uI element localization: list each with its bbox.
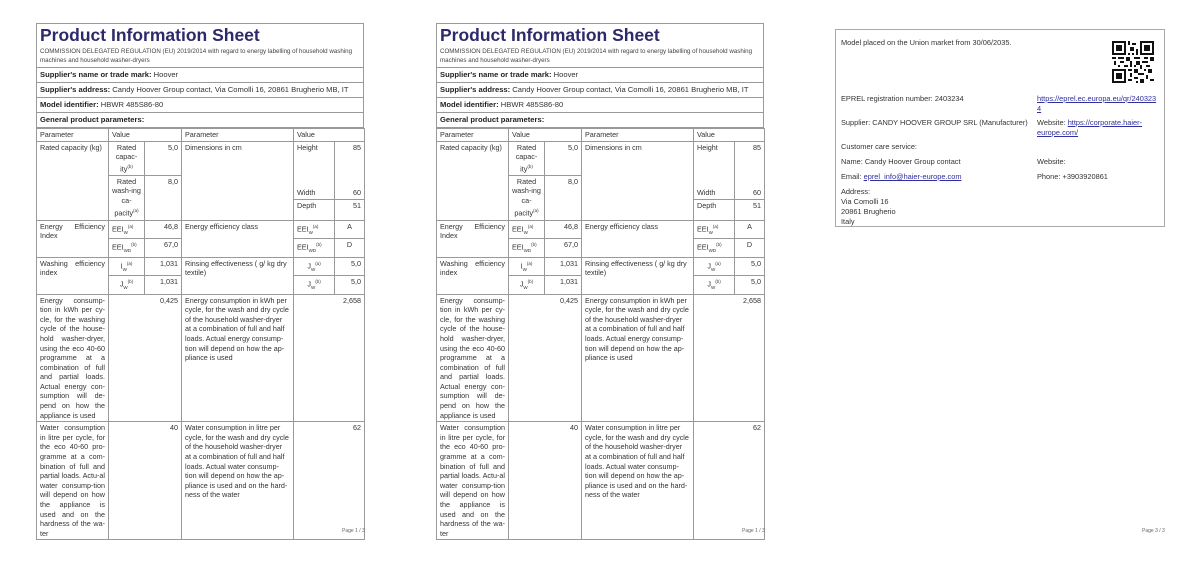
qr-code-icon: [1112, 41, 1154, 83]
depth-value: 51: [735, 199, 765, 220]
class-w-symbol: $EEI_W^{(a)}$: [694, 220, 735, 238]
table-row: [37, 220, 365, 238]
rated-washing-capacity-value: 8,0: [145, 175, 182, 220]
eprel-row: [841, 94, 964, 104]
table-row: [37, 257, 365, 275]
jw-value: 1,031: [145, 276, 182, 294]
supplier-address-label: Supplier's address:: [40, 85, 111, 94]
supplier-row: [841, 118, 1028, 128]
value-header: Value: [509, 129, 582, 142]
table-row: [37, 422, 365, 540]
supplier-name-label: Supplier's name or trade mark:: [440, 70, 552, 79]
depth-label: Depth: [294, 199, 335, 220]
supplier-address-row: [37, 82, 363, 97]
rated-capacity-value: 5,0: [545, 141, 582, 175]
width-value: 60: [335, 175, 365, 199]
eprel-label: EPREL registration number:: [841, 94, 933, 103]
eprel-number: 2403234: [934, 94, 964, 103]
rinsing-label: Rinsing effectiveness ( g/ kg dry textile): [582, 257, 694, 294]
care-name-label: Name:: [841, 157, 863, 166]
washing-index-label: Washing efficiency index: [37, 257, 109, 294]
energy-class-label: Energy efficiency class: [582, 220, 694, 257]
market-placement-text: Model placed on the Union market from 30/06/2035.: [841, 38, 1012, 47]
email-row: [841, 172, 962, 182]
website-row: [1037, 118, 1161, 138]
iw-value: 1,031: [145, 257, 182, 275]
iw-value: 1,031: [545, 257, 582, 275]
supplier-label: Supplier:: [841, 118, 871, 127]
energy-wash-label: Energy consump-tion in kWh per cy-cle, for the washing cycle of the house-hold washer-dryer, using the eco 40-60 programme at a combination of full and partial loads. Actual energy con-sumption will de-pend on how the appliance is used: [37, 294, 109, 422]
table-row: [437, 220, 765, 238]
supplier-name-row: [37, 67, 363, 82]
table-row: [437, 294, 765, 422]
general-params-row: [37, 112, 363, 127]
rated-washing-capacity-label: Rated wash-ing ca-pacity$^{(a)}$: [509, 175, 545, 220]
jw-symbol: $J_W^{(a)}$: [694, 257, 735, 275]
supplier-name: Hoover: [553, 70, 579, 79]
customer-care-label: Customer care service:: [841, 142, 917, 151]
height-value: 85: [335, 141, 365, 175]
rated-capacity-label: Rated capacity (kg): [437, 141, 509, 220]
dimensions-label: Dimensions in cm: [182, 141, 294, 220]
water-wash-value: 40: [109, 422, 182, 540]
page-number: Page 3 / 3: [1142, 528, 1165, 534]
jwd-symbol: $J_W^{(b)}$: [694, 276, 735, 294]
info-sheet-page-2: [436, 23, 764, 540]
phone-value: +3903920861: [1062, 172, 1108, 181]
eei-wd-symbol: $EEI_{WD}^{(b)}$: [509, 239, 545, 257]
address-line: Via Comolli 16: [841, 197, 889, 206]
jw-symbol: $J_W^{(b)}$: [509, 276, 545, 294]
page-number: Page 1 / 3: [342, 528, 365, 534]
supplier-address-label: Supplier's address:: [440, 85, 511, 94]
height-value: 85: [735, 141, 765, 175]
model-label: Model identifier:: [440, 100, 499, 109]
eei-wd-value: 67,0: [145, 239, 182, 257]
depth-label: Depth: [694, 199, 735, 220]
washing-index-label: Washing efficiency index: [437, 257, 509, 294]
table-row: [37, 294, 365, 422]
water-dry-label: Water consumption in litre per cycle, for the wash and dry cycle of the household washer-dryer at a combination of full and half loads. Actual water consump-tion will depend on how the ap-pliance is used and on the hard-ness of the water: [182, 422, 294, 540]
info-sheet-page-1: [36, 23, 364, 540]
energy-wash-value: 0,425: [109, 294, 182, 422]
address-line: Italy: [841, 217, 855, 226]
width-value: 60: [735, 175, 765, 199]
general-params-label: General product parameters:: [40, 115, 145, 124]
parameters-table: [436, 128, 765, 540]
eei-wd-symbol: $EEI_{WD}^{(b)}$: [109, 239, 145, 257]
energy-dry-label: Energy consumption in kWh per cycle, for the wash and dry cycle of the household washer-dryer at a combination of full and half loads. Actual energy consump-tion will depend on how the ap-pliance is used: [582, 294, 694, 422]
energy-wash-value: 0,425: [509, 294, 582, 422]
energy-dry-label: Energy consumption in kWh per cycle, for the wash and dry cycle of the household washer-dryer at a combination of full and half loads. Actual energy consump-tion will depend on how the ap-pliance is used: [182, 294, 294, 422]
parameter-header: Parameter: [437, 129, 509, 142]
rinse-w-value: 5,0: [735, 257, 765, 275]
class-wd-symbol: $EEI_{WD}^{(b)}$: [294, 239, 335, 257]
table-row: [37, 141, 365, 175]
rinse-wd-value: 5,0: [735, 276, 765, 294]
jw-value: 1,031: [545, 276, 582, 294]
class-w-symbol: $EEI_W^{(a)}$: [294, 220, 335, 238]
energy-class-label: Energy efficiency class: [182, 220, 294, 257]
eei-w-value: 46,8: [145, 220, 182, 238]
jwd-symbol: $J_W^{(b)}$: [294, 276, 335, 294]
width-label: Width: [694, 175, 735, 199]
supplier-address-row: [437, 82, 763, 97]
supplier-name-row: [437, 67, 763, 82]
water-dry-value: 62: [294, 422, 365, 540]
rated-capacity-label: Rated capacity (kg): [37, 141, 109, 220]
width-label: Width: [294, 175, 335, 199]
water-wash-label: Water consumption in litre per cycle, for the eco 40-60 pro-gramme at a com-bination of full and partial loads. Actu-al water consump-tion will depend on how the appliance is used and on the hardness of the wa-ter: [37, 422, 109, 540]
rated-washing-capacity-label: Rated wash-ing ca-pacity$^{(a)}$: [109, 175, 145, 220]
phone-label: Phone:: [1037, 172, 1061, 181]
model-identifier: HBWR 485S86-80: [100, 100, 164, 109]
address-block: [841, 187, 896, 227]
supplier-address: Candy Hoover Group contact, Via Comolli 16, 20861 Brugherio MB, IT: [112, 85, 349, 94]
website-link[interactable]: https://corporate.haier-europe.com/: [1037, 118, 1143, 137]
class-wd-value: D: [335, 239, 365, 257]
iw-symbol: $I_W^{(a)}$: [509, 257, 545, 275]
jw-symbol: $J_W^{(b)}$: [109, 276, 145, 294]
rinse-wd-value: 5,0: [335, 276, 365, 294]
table-header-row: [437, 129, 765, 142]
address-label: Address:: [841, 187, 871, 196]
water-dry-value: 62: [694, 422, 765, 540]
regulation-text: COMMISSION DELEGATED REGULATION (EU) 2019/2014 with regard to energy labelling of household washing machines and household washer-dryers: [40, 48, 353, 64]
phone-row: [1037, 172, 1108, 182]
value-header: Value: [694, 129, 765, 142]
sheet-title: Product Information Sheet: [440, 25, 660, 45]
sheet-header: [436, 23, 764, 128]
class-wd-value: D: [735, 239, 765, 257]
sheet-header: [36, 23, 364, 128]
table-row: [437, 422, 765, 540]
water-dry-label: Water consumption in litre per cycle, for the wash and dry cycle of the household washer-dryer at a combination of full and half loads. Actual water consump-tion will depend on how the ap-pliance is used and on the hard-ness of the water: [582, 422, 694, 540]
care-name-row: [841, 157, 961, 167]
depth-value: 51: [335, 199, 365, 220]
model-row: [437, 97, 763, 112]
rated-washing-capacity-value: 8,0: [545, 175, 582, 220]
supplier-address: Candy Hoover Group contact, Via Comolli 16, 20861 Brugherio MB, IT: [512, 85, 749, 94]
eei-w-symbol: $EEI_W^{(a)}$: [509, 220, 545, 238]
model-label: Model identifier:: [40, 100, 99, 109]
email-label: Email:: [841, 172, 862, 181]
table-header-row: [37, 129, 365, 142]
supplier-name: Hoover: [153, 70, 179, 79]
dimensions-label: Dimensions in cm: [582, 141, 694, 220]
class-wd-symbol: $EEI_{WD}^{(b)}$: [694, 239, 735, 257]
class-w-value: A: [335, 220, 365, 238]
general-params-row: [437, 112, 763, 127]
table-row: [437, 141, 765, 175]
eei-w-value: 46,8: [545, 220, 582, 238]
iw-symbol: $I_W^{(a)}$: [109, 257, 145, 275]
energy-dry-value: 2,658: [694, 294, 765, 422]
care-website-label: Website:: [1037, 157, 1066, 166]
rated-capacity-sub-label: Rated capac-ity$^{(b)}$: [509, 141, 545, 175]
class-w-value: A: [735, 220, 765, 238]
general-params-label: General product parameters:: [440, 115, 545, 124]
sheet-title: Product Information Sheet: [40, 25, 260, 45]
value-header: Value: [109, 129, 182, 142]
address-line: 20861 Brugherio: [841, 207, 896, 216]
height-label: Height: [694, 141, 735, 175]
website-label: Website:: [1037, 118, 1066, 127]
energy-wash-label: Energy consump-tion in kWh per cy-cle, for the washing cycle of the house-hold washer-dryer, using the eco 40-60 programme at a combination of full and partial loads. Actual energy con-sumption will de-pend on how the appliance is used: [437, 294, 509, 422]
jw-symbol: $J_W^{(a)}$: [294, 257, 335, 275]
email-link[interactable]: eprel_info@haier-europe.com: [863, 172, 962, 181]
eei-label: Energy Efficiency Index: [37, 220, 109, 257]
model-row: [37, 97, 363, 112]
info-sheet-page-3: [835, 29, 1165, 227]
supplier-value: CANDY HOOVER GROUP SRL (Manufacturer): [872, 118, 1028, 127]
model-identifier: HBWR 485S86-80: [500, 100, 564, 109]
table-row: [437, 257, 765, 275]
rated-capacity-value: 5,0: [145, 141, 182, 175]
regulation-text: COMMISSION DELEGATED REGULATION (EU) 2019/2014 with regard to energy labelling of household washing machines and household washer-dryers: [440, 48, 753, 64]
parameter-header: Parameter: [182, 129, 294, 142]
parameter-header: Parameter: [37, 129, 109, 142]
care-name: Candy Hoover Group contact: [864, 157, 961, 166]
value-header: Value: [294, 129, 365, 142]
rated-capacity-sub-label: Rated capac-ity$^{(b)}$: [109, 141, 145, 175]
water-wash-value: 40: [509, 422, 582, 540]
height-label: Height: [294, 141, 335, 175]
page-number: Page 1 / 3: [742, 528, 765, 534]
water-wash-label: Water consumption in litre per cycle, for the eco 40-60 pro-gramme at a com-bination of full and partial loads. Actu-al water consump-tion will depend on how the appliance is used and on the hardness of the wa-ter: [437, 422, 509, 540]
supplier-name-label: Supplier's name or trade mark:: [40, 70, 152, 79]
rinse-w-value: 5,0: [335, 257, 365, 275]
eei-wd-value: 67,0: [545, 239, 582, 257]
parameter-header: Parameter: [582, 129, 694, 142]
parameters-table: [36, 128, 365, 540]
eei-w-symbol: $EEI_W^{(a)}$: [109, 220, 145, 238]
eprel-link[interactable]: https://eprel.ec.europa.eu/qr/2403234: [1037, 94, 1157, 113]
eei-label: Energy Efficiency Index: [437, 220, 509, 257]
rinsing-label: Rinsing effectiveness ( g/ kg dry textile): [182, 257, 294, 294]
energy-dry-value: 2,658: [294, 294, 365, 422]
